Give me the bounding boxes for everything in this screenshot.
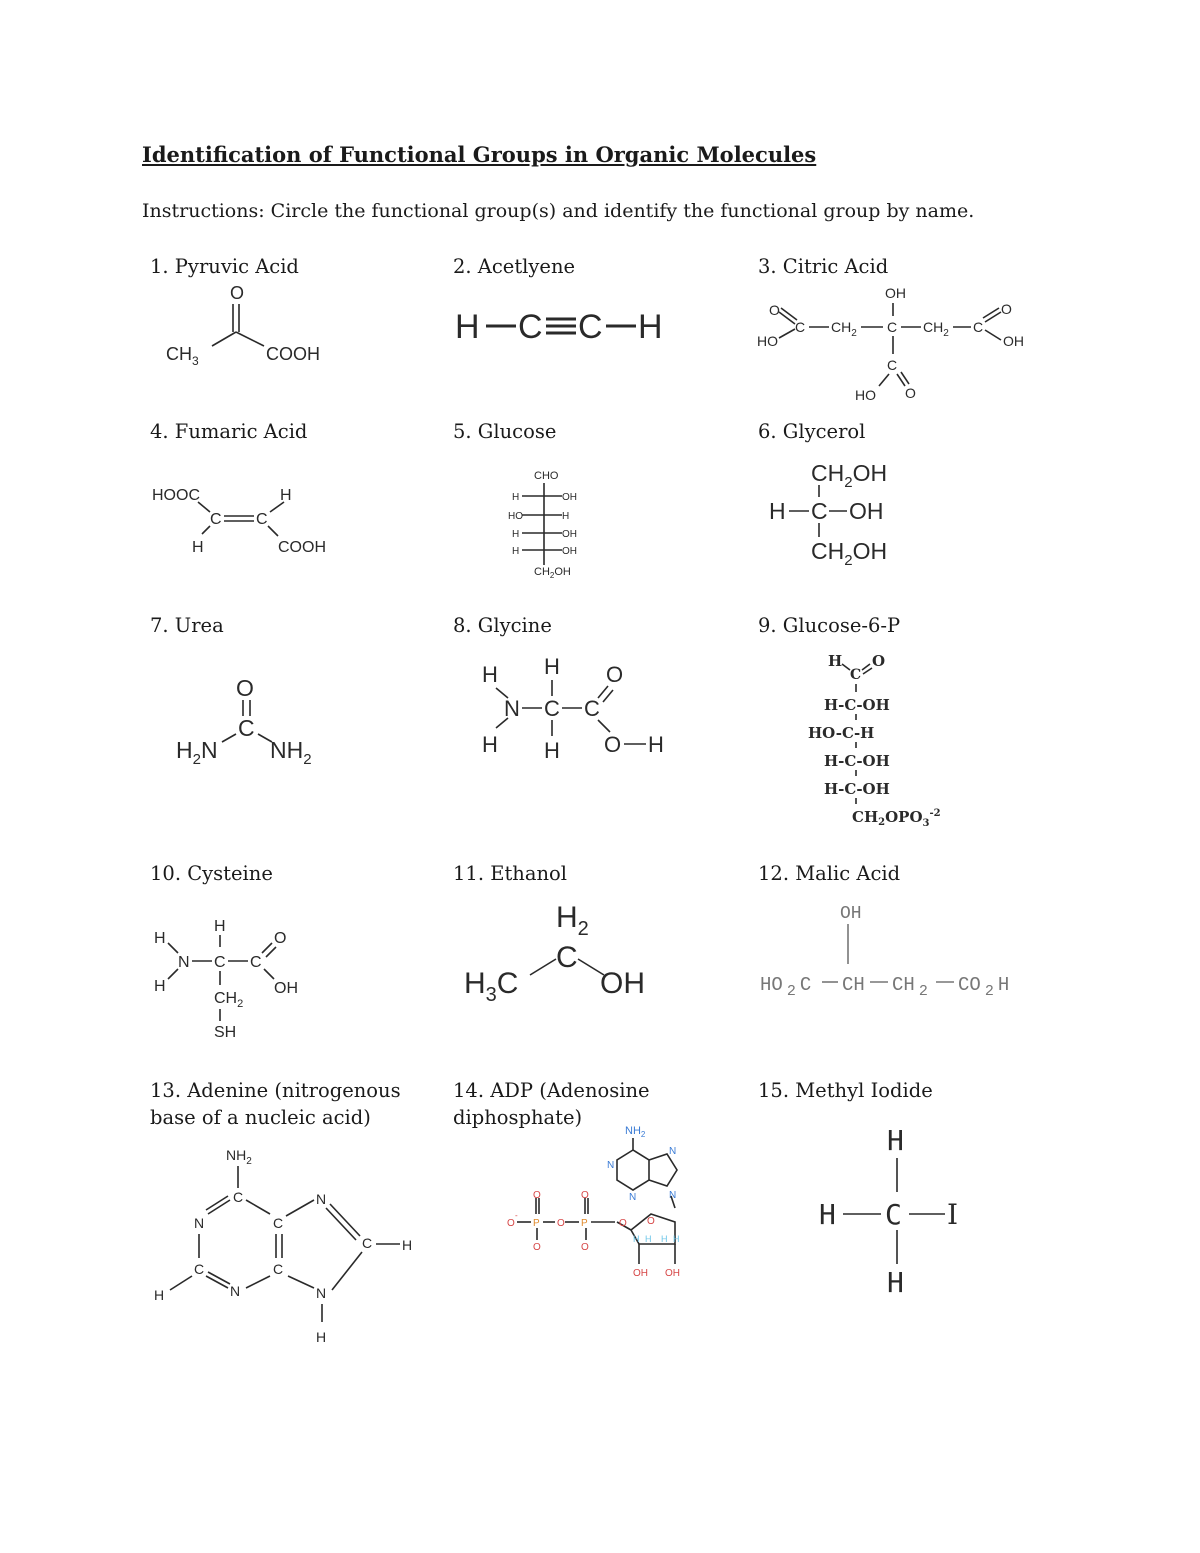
atom-label: H (819, 1198, 836, 1231)
molecule-label-malic-acid: 12. Malic Acid (758, 862, 901, 885)
atom-label: H (562, 511, 570, 522)
atom-label: H (638, 308, 663, 346)
bond (649, 1154, 677, 1186)
bond (326, 1208, 356, 1240)
atom-label: H (544, 738, 560, 762)
bond (168, 943, 178, 953)
atom-label: H (402, 1237, 413, 1253)
structure-glycerol (765, 455, 905, 575)
atom-label-part: C (799, 974, 812, 996)
atom-label-part: 2 (918, 983, 928, 1000)
atom-label (534, 566, 571, 580)
atom-label: C (887, 357, 898, 373)
atom-label: OH (665, 1268, 680, 1279)
atom-label-part: CH (166, 344, 192, 364)
bond (598, 720, 610, 732)
bond (202, 526, 210, 534)
atom-label: P (533, 1218, 540, 1229)
atom-label-part: CH (811, 460, 845, 486)
atom-label: H (887, 1124, 904, 1157)
bond (332, 1252, 362, 1290)
atom-label-part: 2 (549, 571, 555, 580)
bond (222, 734, 236, 742)
atom-label: P (581, 1218, 588, 1229)
atom-label: C (210, 511, 222, 528)
atom-label: C (887, 319, 898, 335)
atom-label: O (604, 732, 622, 757)
atom-label (811, 460, 887, 491)
atom-label-part: H (464, 967, 486, 1000)
bond (246, 1276, 270, 1288)
bond (268, 526, 278, 536)
atom-label: H (512, 492, 520, 503)
atom-label: H (887, 1266, 904, 1299)
atom-label: O (1001, 301, 1012, 317)
atom-label (625, 1125, 646, 1139)
atom-label: N (316, 1285, 327, 1301)
molecule-label-urea: 7. Urea (150, 614, 224, 637)
atom-label (176, 737, 218, 768)
atom-label: H (482, 732, 498, 757)
atom-label: HO-C-H (808, 724, 875, 742)
atom-label-part: 2 (844, 474, 853, 491)
atom-label: O (274, 930, 287, 947)
atom-label: C (238, 715, 255, 741)
bond (842, 664, 850, 670)
bond (496, 718, 508, 728)
label-line: 13. Adenine (nitrogenous (150, 1079, 401, 1102)
atom-label: C (518, 308, 543, 346)
atom-label: OH (849, 498, 884, 524)
structure-fumaric-acid (150, 478, 350, 563)
bond (270, 502, 284, 512)
atom-label-part: NH (226, 1147, 247, 1163)
atom-label: N (607, 1160, 615, 1171)
bond (198, 502, 210, 512)
atom-label-part: N (200, 737, 218, 763)
atom-label-part: 2 (640, 1130, 646, 1139)
bond (617, 1150, 649, 1190)
atom-label: C (256, 511, 268, 528)
atom-label: OH (1003, 333, 1024, 349)
atom-label: COOH (266, 344, 320, 364)
atom-label-part: -2 (929, 808, 941, 819)
instructions: Instructions: Circle the functional group(s) and identify the functional group by name. (142, 200, 975, 222)
structure-pyruvic-acid (160, 280, 340, 370)
bond (779, 312, 795, 324)
atom-label: O (507, 1218, 515, 1229)
atom-label: C (273, 1215, 284, 1231)
atom-label: O (581, 1242, 589, 1253)
atom-label: COOH (278, 539, 326, 556)
bond (983, 308, 999, 318)
atom-label-part: 2 (943, 328, 949, 339)
bond (530, 959, 556, 975)
atom-label: H (154, 930, 166, 947)
atom-label-part: 2 (303, 751, 312, 768)
molecule-label-glycerol: 6. Glycerol (758, 420, 866, 443)
atom-label-part: CH (852, 808, 879, 826)
atom-label (760, 974, 811, 1000)
atom-label: N (230, 1283, 241, 1299)
atom-label: HOOC (152, 487, 200, 504)
atom-label: C (578, 308, 603, 346)
atom-label-part: 2 (878, 817, 886, 828)
atom-label-part: H (997, 974, 1010, 996)
atom-label-part: 2 (246, 1156, 252, 1167)
bond (779, 329, 795, 338)
atom-label: OH (274, 980, 298, 997)
bond (879, 374, 889, 386)
atom-label-part: 2 (577, 918, 589, 940)
atom-label-part: 3 (922, 818, 930, 829)
atom-label: H (482, 662, 498, 687)
atom-label: N (669, 1146, 677, 1157)
bond (330, 1204, 360, 1236)
atom-label: N (669, 1190, 677, 1201)
structure-citric-acid (755, 282, 1045, 407)
molecule-label-glucose: 5. Glucose (453, 420, 557, 443)
atom-label-part: CH (892, 974, 915, 996)
bond (236, 332, 264, 346)
atom-label: O (533, 1190, 541, 1201)
label-line: 14. ADP (Adenosine (453, 1079, 650, 1102)
atom-label: O (557, 1218, 565, 1229)
atom-label: H (633, 1234, 640, 1244)
atom-label: H-C-OH (824, 696, 890, 714)
atom-label: C (544, 696, 560, 721)
atom-label: N (194, 1215, 205, 1231)
bond (170, 1276, 192, 1290)
molecule-label-fumaric-acid: 4. Fumaric Acid (150, 420, 308, 443)
atom-label-part: C (496, 967, 519, 1000)
atom-label: N (316, 1191, 327, 1207)
atom-label: OH (562, 546, 577, 557)
atom-label-part: 3 (485, 984, 497, 1005)
atom-label-part: H (556, 901, 578, 934)
atom: O (230, 283, 245, 303)
label-line: diphosphate) (453, 1106, 583, 1129)
atom-label: N (178, 954, 190, 971)
atom-label: OH (633, 1268, 648, 1279)
atom-label: OH (885, 285, 906, 301)
atom-label: C (214, 954, 226, 971)
atom-label-part: CH (923, 319, 944, 335)
atom-label: H (512, 529, 520, 540)
atom-label: H (645, 1234, 652, 1244)
molecule-label-adenine (150, 1077, 401, 1131)
bond (288, 1276, 314, 1288)
atom-label-part: 2 (237, 998, 244, 1010)
atom-label-part: NH (270, 737, 304, 763)
atom-label-part: 2 (844, 552, 853, 569)
atom-label: C (233, 1189, 244, 1205)
atom-label: C (850, 667, 862, 683)
atom-label (214, 990, 243, 1010)
atom-label-part: 2 (851, 328, 857, 339)
atom-label: C (194, 1261, 205, 1277)
bond (264, 969, 274, 979)
atom-label: H (316, 1329, 327, 1345)
atom-label: C (885, 1198, 902, 1231)
atom-label (958, 974, 1009, 1000)
atom-label: H (214, 918, 226, 935)
atom-label-part: CH (214, 990, 238, 1007)
molecule-label-ethanol: 11. Ethanol (453, 862, 568, 885)
bond (286, 1200, 314, 1216)
atom-label: C (556, 941, 578, 974)
atom-label: N (504, 696, 520, 721)
atom-label (892, 974, 928, 1000)
atom-label: H (280, 487, 292, 504)
atom-label: O (619, 1218, 627, 1229)
atom-label-part: CH (811, 538, 845, 564)
structure-cysteine (150, 913, 320, 1048)
bond (603, 690, 613, 702)
atom-label: C (973, 319, 984, 335)
atom-label: I (947, 1198, 959, 1231)
atom-label-part: NH (625, 1125, 641, 1137)
atom-label: C (362, 1235, 373, 1251)
atom-label: C (795, 319, 806, 335)
structure-glucose-6-p (800, 648, 980, 833)
atom-label: O (769, 302, 780, 318)
molecule-label-cysteine: 10. Cysteine (150, 862, 273, 885)
bond (246, 1200, 270, 1214)
atom-label-part: OH (554, 566, 571, 578)
molecule-label-acetylene: 2. Acetlyene (453, 255, 576, 278)
atom-label: H (455, 308, 480, 346)
molecule-label-glycine: 8. Glycine (453, 614, 552, 637)
structure-methyl-iodide (815, 1120, 985, 1300)
atom-label: O (581, 1190, 589, 1201)
molecule-label-methyl-iodide: 15. Methyl Iodide (758, 1079, 933, 1102)
atom-label: H (648, 732, 664, 757)
label-line: base of a nucleic acid) (150, 1106, 371, 1129)
atom-label: CHO (534, 470, 559, 482)
page-title: Identification of Functional Groups in Organic Molecules (142, 142, 817, 167)
molecule-label-glucose-6-p: 9. Glucose-6-P (758, 614, 901, 637)
structure-glycine (478, 652, 678, 762)
atom-label (556, 901, 589, 940)
atom-label: H (512, 546, 520, 557)
molecule-label-pyruvic-acid: 1. Pyruvic Acid (150, 255, 299, 278)
bond (212, 332, 236, 346)
atom-label: O (606, 662, 624, 687)
atom-label: C (273, 1261, 284, 1277)
atom-label-part: HO (760, 974, 783, 996)
atom-label: HO (757, 333, 778, 349)
bond (862, 664, 870, 670)
atom-label: H (154, 978, 166, 995)
atom-label: O (905, 385, 916, 401)
atom-label: SH (214, 1024, 237, 1041)
atom-label: OH (600, 967, 645, 1000)
atom-label-part: CH (831, 319, 852, 335)
atom-label-part: 2 (786, 983, 796, 1000)
structure-adp (505, 1118, 705, 1290)
bond (985, 312, 1001, 322)
atom-label: O (236, 675, 254, 701)
atom-label: OH (840, 904, 862, 924)
atom-label-part: 2 (984, 983, 994, 1000)
atom-label-part: OH (852, 538, 888, 564)
structure-adenine (150, 1140, 430, 1350)
atom-label: N (629, 1192, 637, 1203)
atom-label: H-C-OH (824, 752, 890, 770)
atom-label: C (584, 696, 600, 721)
atom-label: HO (508, 511, 523, 522)
atom-label (852, 808, 941, 829)
atom-label: H-C-OH (824, 780, 890, 798)
atom-label (923, 319, 949, 339)
atom-label-part: CO (958, 974, 981, 996)
atom-label: C (250, 954, 262, 971)
atom-label-part: 2 (192, 751, 201, 768)
atom-label: H (661, 1234, 668, 1244)
atom-label: H (544, 654, 560, 679)
atom-label: H (192, 539, 204, 556)
structure-glucose (500, 465, 600, 580)
atom-label-part: CH (534, 566, 550, 578)
atom-label-part: H (176, 737, 193, 763)
atom-label-part: 3 (192, 354, 199, 368)
atom-label (166, 344, 199, 368)
atom-label: H (154, 1287, 165, 1303)
atom-label: H (673, 1234, 680, 1244)
atom-label: C (811, 498, 828, 524)
atom-label: - (515, 1211, 518, 1220)
atom-label: HO (855, 387, 876, 403)
atom-label (811, 538, 887, 569)
structure-urea (170, 670, 350, 770)
atom-label: OH (562, 529, 577, 540)
molecule-label-citric-acid: 3. Citric Acid (758, 255, 889, 278)
atom-label: OH (562, 492, 577, 503)
atom-label: H (828, 652, 843, 670)
atom-label: H (769, 498, 786, 524)
atom-label: O (872, 652, 886, 670)
atom-label (270, 737, 312, 768)
atom-label (226, 1147, 252, 1167)
atom-label-part: OH (852, 460, 888, 486)
atom-label (464, 967, 518, 1005)
atom-label (831, 319, 857, 339)
structure-ethanol (460, 895, 680, 1005)
atom-label: CH (842, 974, 865, 996)
structure-acetylene (450, 300, 680, 350)
atom-label: O (647, 1216, 655, 1227)
atom-label-part: OPO (885, 808, 923, 826)
atom-label: O (533, 1242, 541, 1253)
bond (985, 330, 1001, 340)
bond (168, 969, 178, 979)
structure-malic-acid (760, 898, 1030, 1003)
